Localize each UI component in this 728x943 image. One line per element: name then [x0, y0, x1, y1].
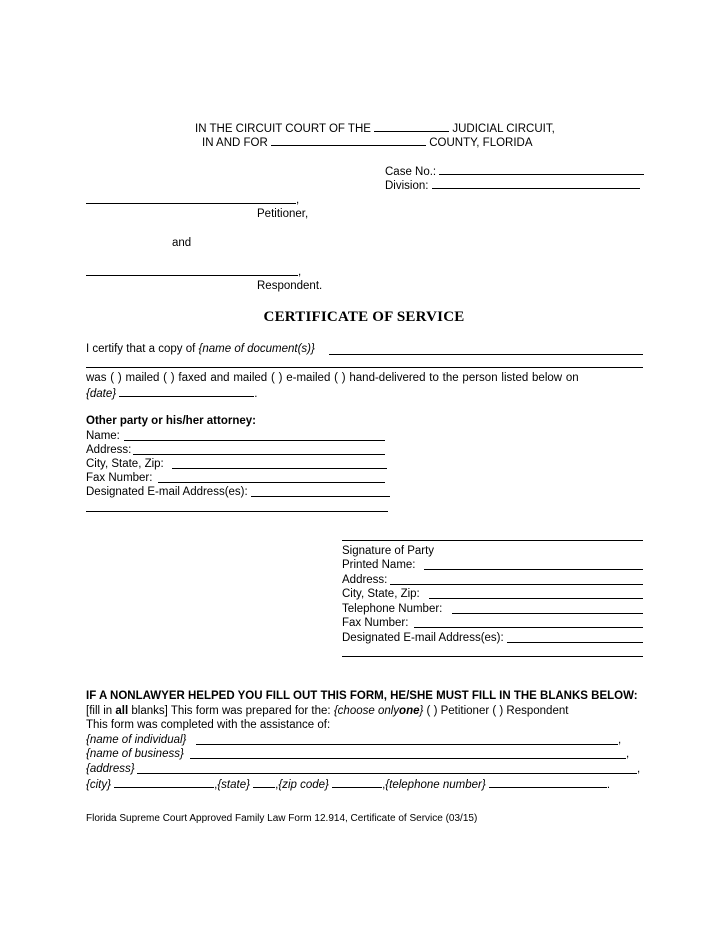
fill-mid: blanks] This form was prepared for the:	[131, 705, 331, 717]
county-prefix: IN AND FOR	[202, 137, 268, 149]
document-name-placeholder: {name of document(s)}	[198, 343, 315, 355]
division-blank[interactable]	[432, 177, 640, 189]
sig-phone-label: Telephone Number:	[342, 603, 443, 615]
choose-bold: one	[399, 705, 420, 717]
city-placeholder: {city}	[86, 779, 111, 791]
other-party-name-blank[interactable]	[124, 440, 385, 441]
case-number-blank[interactable]	[439, 163, 644, 175]
other-party-email-label: Designated E-mail Address(es):	[86, 486, 248, 498]
address-comma: ,	[637, 763, 641, 775]
and-text: and	[172, 237, 192, 249]
sig-phone-blank[interactable]	[452, 613, 643, 614]
choose-prefix: {choose only	[333, 705, 400, 717]
petitioner-label: Petitioner,	[257, 208, 309, 220]
individual-blank[interactable]	[196, 744, 618, 745]
sig-email-blank-2[interactable]	[342, 656, 643, 657]
sig-fax-label: Fax Number:	[342, 617, 409, 629]
form-footer: Florida Supreme Court Approved Family Law Form 12.914, Certificate of Service (03/15)	[86, 813, 478, 824]
other-party-city-blank[interactable]	[172, 468, 387, 469]
address-placeholder: {address}	[86, 763, 135, 775]
sig-fax-blank[interactable]	[414, 627, 643, 628]
signature-label: Signature of Party	[342, 545, 435, 557]
other-party-address-blank[interactable]	[133, 454, 385, 455]
date-placeholder: {date}	[86, 388, 117, 400]
phone-period: .	[606, 779, 611, 791]
choose-suffix: }	[419, 705, 424, 717]
respondent-label: Respondent.	[257, 280, 323, 292]
other-party-heading: Other party or his/her attorney:	[86, 415, 256, 427]
state-placeholder: {state}	[217, 779, 250, 791]
date-row	[86, 385, 257, 401]
completed-with-line: This form was completed with the assistance of:	[86, 719, 331, 731]
state-comma: ,	[275, 779, 279, 791]
fill-prefix: [fill in	[86, 705, 113, 717]
individual-comma: ,	[618, 734, 622, 746]
petitioner-comma: ,	[296, 194, 300, 206]
signature-line[interactable]	[342, 540, 643, 541]
date-blank[interactable]	[119, 385, 254, 397]
business-placeholder: {name of business}	[86, 748, 184, 760]
respondent-comma: ,	[298, 266, 302, 278]
prepared-for-row	[86, 704, 568, 718]
other-party-email-blank[interactable]	[251, 496, 390, 497]
division-row	[385, 177, 640, 193]
sig-email-label: Designated E-mail Address(es):	[342, 632, 504, 644]
state-blank[interactable]	[253, 776, 275, 788]
printed-name-label: Printed Name:	[342, 559, 416, 571]
business-comma: ,	[626, 748, 630, 760]
other-party-city-label: City, State, Zip:	[86, 458, 164, 470]
zip-comma: ,	[382, 779, 386, 791]
division-label: Division:	[385, 180, 429, 192]
fill-bold: all	[115, 705, 129, 717]
court-header-suffix: JUDICIAL CIRCUIT,	[452, 123, 555, 135]
petitioner-name-blank[interactable]	[86, 203, 296, 204]
court-header-line2	[202, 134, 533, 150]
certify-prefix: I certify that a copy of	[86, 343, 196, 355]
document-title: CERTIFICATE OF SERVICE	[263, 309, 465, 325]
printed-name-blank[interactable]	[424, 569, 643, 570]
respondent-name-blank[interactable]	[86, 275, 298, 276]
individual-placeholder: {name of individual}	[86, 734, 187, 746]
document-name-blank[interactable]	[329, 354, 643, 355]
court-header-prefix: IN THE CIRCUIT COURT OF THE	[195, 123, 371, 135]
date-period: .	[254, 388, 258, 400]
case-number-label: Case No.:	[385, 166, 437, 178]
other-party-fax-blank[interactable]	[158, 482, 385, 483]
zip-blank[interactable]	[332, 776, 382, 788]
sig-address-label: Address:	[342, 574, 388, 586]
service-method-row: was ( ) mailed ( ) faxed and mailed ( ) e-mailed ( ) hand-delivered to the person listed below on	[86, 372, 579, 384]
city-blank[interactable]	[114, 776, 214, 788]
other-party-name-label: Name:	[86, 430, 120, 442]
sig-city-blank[interactable]	[429, 598, 643, 599]
nonlawyer-heading: IF A NONLAWYER HELPED YOU FILL OUT THIS FORM, HE/SHE MUST FILL IN THE BLANKS BELOW:	[86, 690, 638, 702]
sig-city-label: City, State, Zip:	[342, 588, 420, 600]
county-suffix: COUNTY, FLORIDA	[429, 137, 533, 149]
circuit-blank[interactable]	[374, 120, 449, 132]
party-options[interactable]: ( ) Petitioner ( ) Respondent	[426, 705, 569, 717]
phone-blank[interactable]	[489, 776, 607, 788]
zip-placeholder: {zip code}	[278, 779, 329, 791]
sig-address-blank[interactable]	[390, 584, 643, 585]
city-comma: ,	[214, 779, 218, 791]
phone-placeholder: {telephone number}	[385, 779, 486, 791]
county-blank[interactable]	[271, 134, 426, 146]
other-party-name-row	[86, 429, 120, 443]
other-party-fax-label: Fax Number:	[86, 472, 153, 484]
city-state-zip-row	[86, 776, 610, 792]
address-blank[interactable]	[137, 773, 637, 774]
other-party-email-blank-2[interactable]	[86, 511, 388, 512]
certify-row	[86, 342, 315, 356]
document-name-blank-2[interactable]	[86, 367, 643, 368]
sig-email-blank[interactable]	[507, 642, 643, 643]
other-party-address-label: Address:	[86, 444, 132, 456]
business-blank[interactable]	[190, 758, 626, 759]
